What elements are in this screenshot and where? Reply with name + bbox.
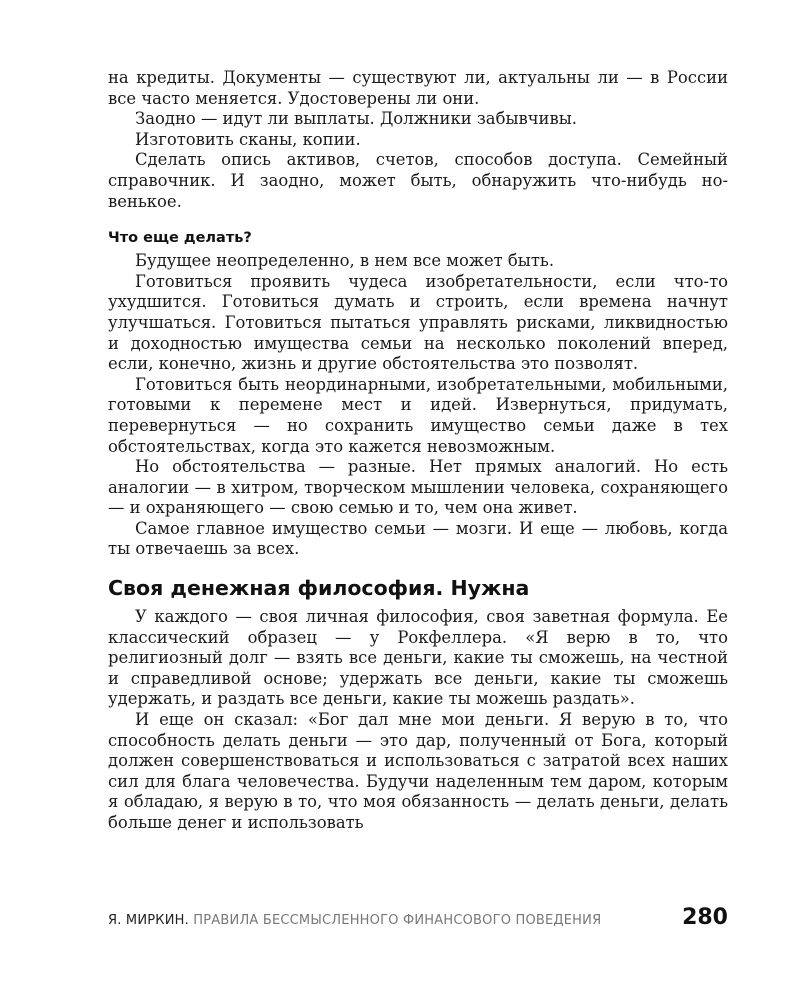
footer-book-title: ПРАВИЛА БЕССМЫСЛЕННОГО ФИНАНСОВОГО ПОВЕДЕНИЯ (193, 913, 602, 928)
page-body (108, 68, 728, 834)
subheading-what-else: Что еще делать? (108, 230, 252, 247)
paragraph-credits: на кредиты. Документы — существуют ли, актуальны ли — в России все часто меняется. Удостоверены ли они. (108, 68, 728, 108)
paragraph-inventory: Сделать опись активов, счетов, способов доступа. Семейный справочник. И заодно, может быть, обнаружить что-нибудь новенькое. (108, 150, 728, 211)
paragraph-philosophy: У каждого — своя личная философия, своя заветная формула. Ее классический образец — у Рокфеллера. «Я верю в то, что религиозный долг — взять все деньги, какие ты сможешь, на честной и справедливой основе; удержать все деньги, какие ты сможешь удержать, и раздать все деньги, какие ты можешь раздать». (108, 607, 728, 709)
paragraph-extraordinary: Готовиться быть неординарными, изобретательными, мобильными, готовыми к перемене мест и идей. Извернуться, придумать, перевернуться — но сохранить имущество семьи даже в тех обстоятельствах, когда это кажется невозможным. (108, 374, 728, 456)
paragraph-analogies: Но обстоятельства — разные. Нет прямых аналогий. Но есть аналогии — в хитром, творческом мышлении человека, сохраняющего — и охраняющего — свою семью и то, чем она живет. (108, 457, 728, 518)
footer-author: Я. МИРКИН. (108, 913, 189, 928)
page-footer (108, 905, 728, 930)
paragraph-payments: Заодно — идут ли выплаты. Должники забывчивы. (135, 109, 577, 129)
page-number: 280 (682, 905, 728, 930)
paragraph-ingenuity: Готовиться проявить чудеса изобретательности, если что-то ухудшится. Готовиться думать и строить, если времена начнут улучшаться. Готовиться пытаться управлять рисками, ликвидностью и доходностью имущества семьи на несколько поколений вперед, если, конечно, жизнь и другие обстоятельства это позволят. (108, 271, 728, 374)
section-heading: Своя денежная философия. Нужна (108, 576, 530, 601)
paragraph-scans: Изготовить сканы, копии. (135, 129, 361, 149)
paragraph-main-asset: Самое главное имущество семьи — мозги. И еще — любовь, когда ты отвечаешь за всех. (108, 518, 728, 559)
paragraph-rockefeller-quote: И еще он сказал: «Бог дал мне мои деньги. Я верую в то, что способность делать деньги — это дар, полученный от Бога, который должен совершенствоваться и использоваться с затратой всех наших сил для блага человечества. Будучи наделенным тем даром, которым я обладаю, я верую в то, что моя обязанность — делать деньги, делать больше денег и использовать (108, 710, 728, 832)
running-head (108, 913, 601, 928)
paragraph-future: Будущее неопределенно, в нем все может быть. (135, 251, 555, 271)
